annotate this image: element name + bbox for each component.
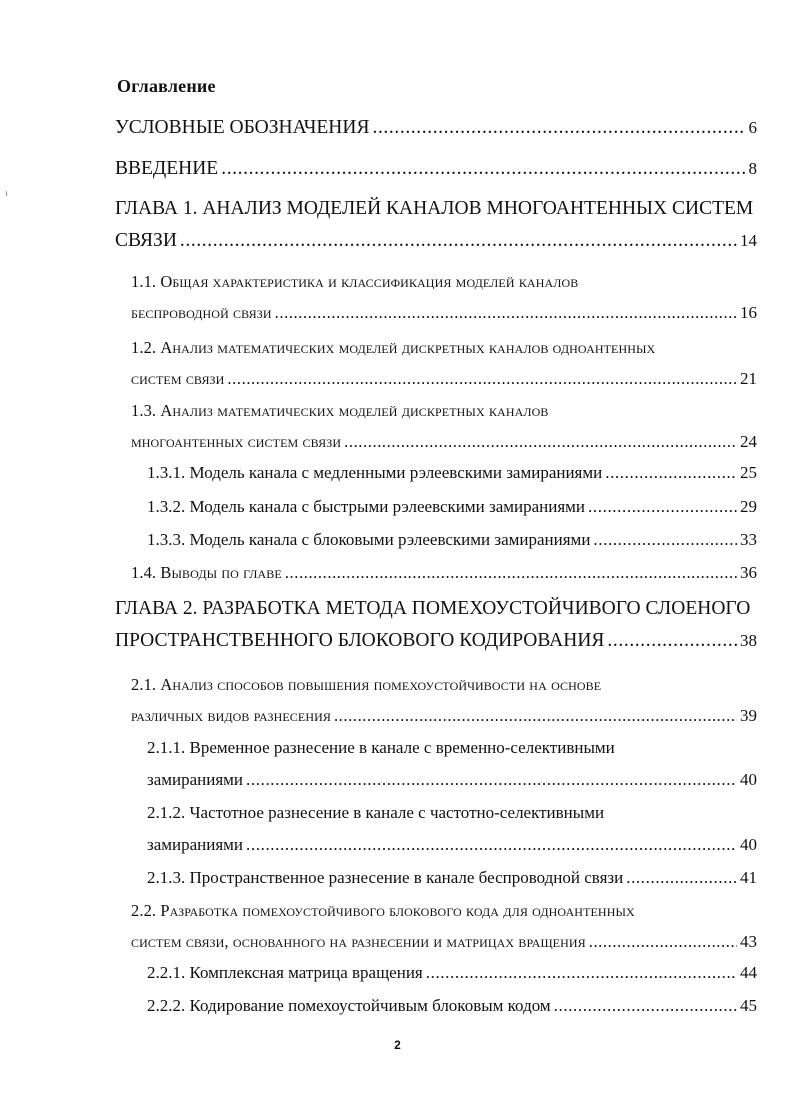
toc-entry-title-line1: 1.1. Общая характеристика и классификация моделей каналов (131, 272, 579, 291)
toc-entry-page: 40 (740, 835, 757, 854)
toc-entry-page: 6 (748, 118, 757, 137)
toc-entry-title: 2.2.2. Кодирование помехоустойчивым блоковым кодом (147, 996, 551, 1015)
dot-leader (285, 563, 737, 583)
toc-entry-subsection[interactable] (147, 868, 757, 888)
toc-entry-title-line2: замираниями (147, 835, 244, 854)
toc-entry-title-line1: 1.3. Анализ математических моделей дискретных каналов (131, 401, 549, 420)
toc-entry-subsection[interactable] (147, 530, 757, 550)
toc-entry-title-line2: замираниями (147, 770, 244, 789)
toc-entry-subsection[interactable] (147, 463, 757, 483)
page-number: 2 (394, 1038, 401, 1052)
dot-leader (227, 369, 737, 389)
toc-entry-page: 14 (740, 231, 757, 250)
toc-entry-title-line2: систем связи (131, 369, 225, 388)
toc-entry-section[interactable] (131, 338, 757, 389)
toc-entry-title: УСЛОВНЫЕ ОБОЗНАЧЕНИЯ (115, 117, 370, 138)
toc-entry-page: 39 (740, 706, 757, 725)
toc-entry-title: ВВЕДЕНИЕ (115, 158, 219, 179)
toc-entry-page: 24 (740, 432, 757, 451)
toc-entry-chapter[interactable] (115, 598, 757, 652)
toc-entry-title: 1.4. Выводы по главе (131, 563, 282, 582)
toc-entry-page: 25 (740, 463, 757, 482)
scan-speck (5, 190, 9, 198)
dot-leader (180, 230, 737, 252)
toc-entry-page: 40 (740, 770, 757, 789)
toc-entry-page: 38 (740, 631, 757, 650)
toc-entry-title-line1: ГЛАВА 2. РАЗРАБОТКА МЕТОДА ПОМЕХОУСТОЙЧИВОГО СЛОЕНОГО (115, 598, 751, 619)
toc-entry-page: 33 (740, 530, 757, 549)
toc-entry-title: 2.2.1. Комплексная матрица вращения (147, 963, 423, 982)
dot-leader (593, 530, 737, 550)
toc-entry-title-line1: 2.2. Разработка помехоустойчивого блокового кода для одноантенных (131, 901, 635, 920)
dot-leader (589, 932, 737, 952)
toc-entry-title: 1.3.2. Модель канала с быстрыми рэлеевскими замираниями (147, 497, 586, 516)
toc-entry-page: 8 (748, 159, 757, 178)
toc-entry-page: 43 (740, 932, 757, 951)
toc-entry-chapter[interactable] (115, 198, 757, 252)
toc-entry-page: 44 (740, 963, 757, 982)
toc-entry-title-line2: СВЯЗИ (115, 230, 177, 251)
dot-leader (605, 463, 737, 483)
toc-entry-page: 16 (740, 303, 757, 322)
toc-entry-page: 29 (740, 497, 757, 516)
dot-leader (554, 996, 737, 1016)
toc-entry-title-line2: различных видов разнесения (131, 706, 331, 725)
toc-entry-title-line2: беспроводной связи (131, 303, 272, 322)
toc-entry-section[interactable] (131, 563, 757, 583)
toc-entry-section[interactable] (131, 272, 757, 323)
toc-entry-section[interactable] (131, 675, 757, 726)
toc-entry-page: 21 (740, 369, 757, 388)
dot-leader (246, 835, 737, 855)
toc-entry-page: 45 (740, 996, 757, 1015)
toc-entry-title: 2.1.3. Пространственное разнесение в канале беспроводной связи (147, 868, 624, 887)
dot-leader (246, 770, 737, 790)
dot-leader (344, 432, 737, 452)
dot-leader (334, 706, 737, 726)
toc-entry-title: 1.3.3. Модель канала с блоковыми рэлеевскими замираниями (147, 530, 591, 549)
dot-leader (588, 497, 737, 517)
toc-entry-page: 41 (740, 868, 757, 887)
toc-entry-title-line2: ПРОСТРАНСТВЕННОГО БЛОКОВОГО КОДИРОВАНИЯ (115, 630, 605, 651)
toc-heading: Оглавление (117, 76, 216, 96)
toc-entry-subsection[interactable] (147, 738, 757, 790)
toc-entry-title-line2: систем связи, основанного на разнесении и матрицах вращения (131, 932, 586, 951)
toc-entry-subsection[interactable] (147, 803, 757, 855)
toc-entry-subsection[interactable] (147, 963, 757, 983)
toc-entry-title: 1.3.1. Модель канала с медленными рэлеевскими замираниями (147, 463, 603, 482)
toc-entry-subsection[interactable] (147, 996, 757, 1016)
dot-leader (275, 303, 737, 323)
dot-leader (426, 963, 737, 983)
toc-entry-page: 36 (740, 563, 757, 582)
dot-leader (626, 868, 737, 888)
toc-entry-title-line1: 1.2. Анализ математических моделей дискретных каналов одноантенных (131, 338, 656, 357)
toc-entry-title-line1: ГЛАВА 1. АНАЛИЗ МОДЕЛЕЙ КАНАЛОВ МНОГОАНТЕННЫХ СИСТЕМ (115, 198, 754, 219)
toc-entry[interactable] (115, 117, 757, 139)
toc-entry-title-line2: многоантенных систем связи (131, 432, 342, 451)
dot-leader (372, 117, 745, 139)
toc-entry-title-line1: 2.1. Анализ способов повышения помехоустойчивости на основе (131, 675, 602, 694)
toc-entry-title-line1: 2.1.1. Временное разнесение в канале с временно-селективными (147, 738, 615, 757)
toc-entry[interactable] (115, 158, 757, 180)
toc-entry-section[interactable] (131, 401, 757, 452)
toc-entry-subsection[interactable] (147, 497, 757, 517)
toc-entry-title-line1: 2.1.2. Частотное разнесение в канале с частотно-селективными (147, 803, 605, 822)
toc-entry-section[interactable] (131, 901, 757, 952)
dot-leader (221, 158, 745, 180)
dot-leader (607, 630, 737, 652)
